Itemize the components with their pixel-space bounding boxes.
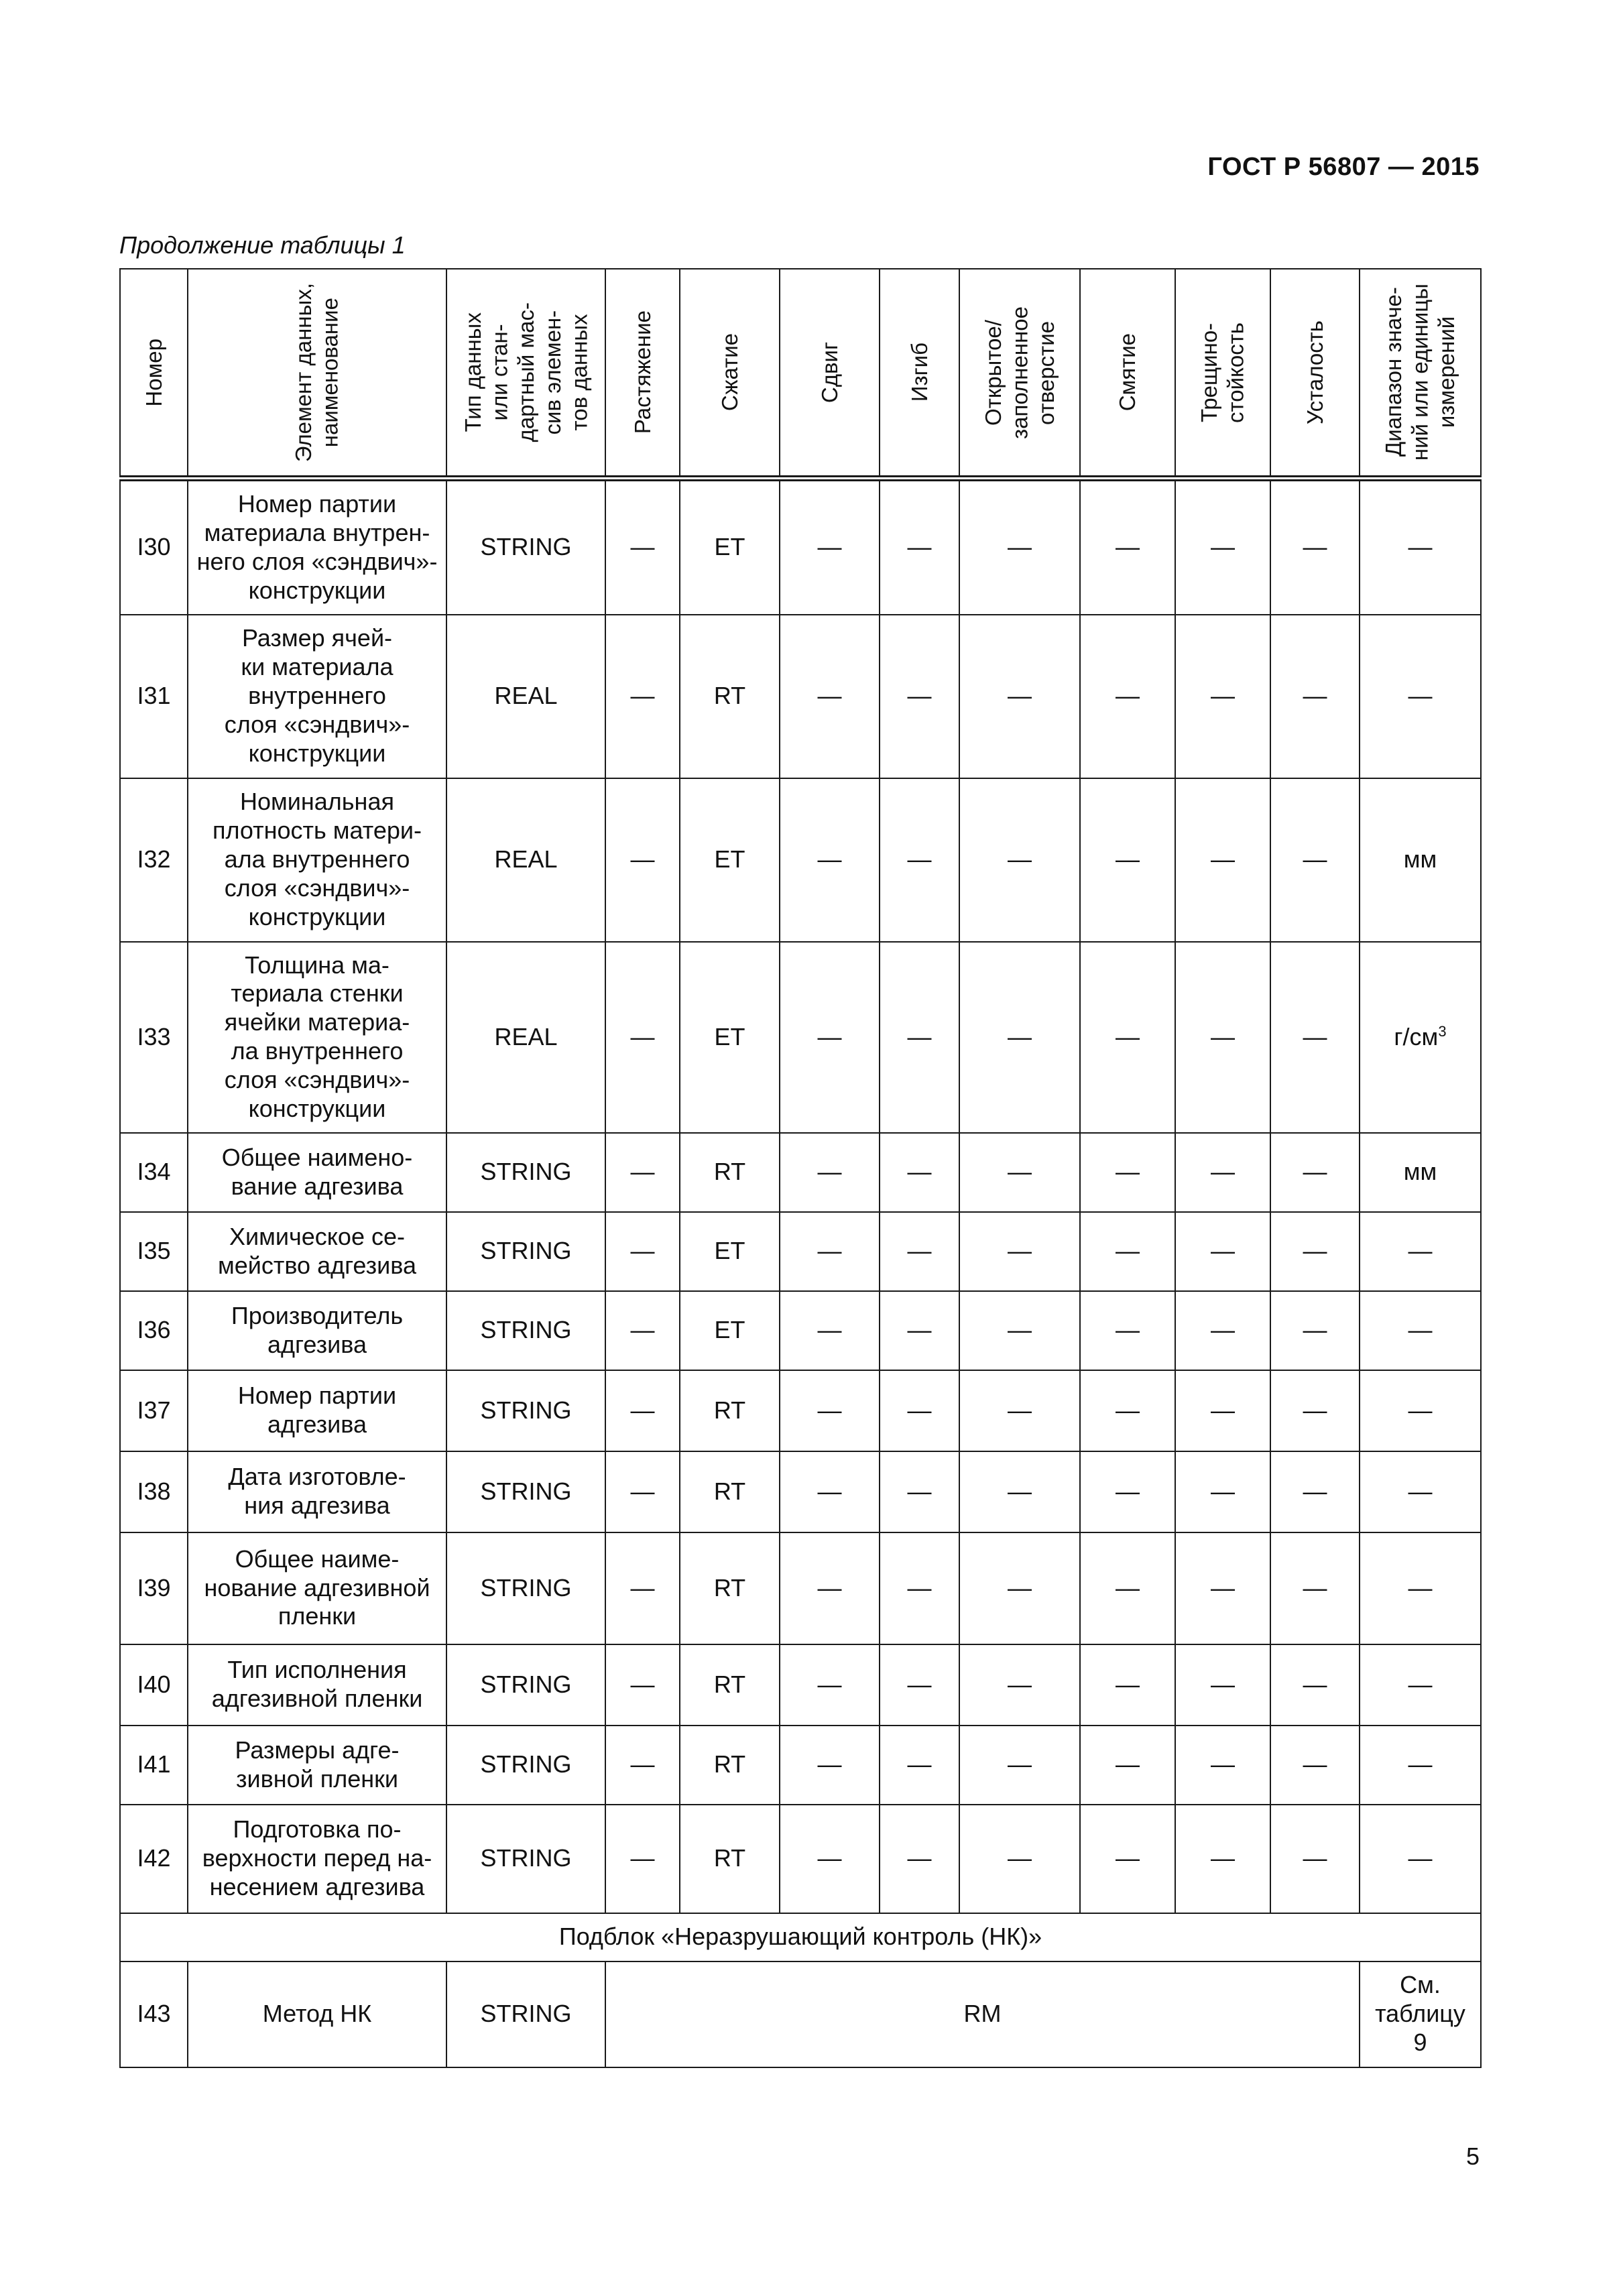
row-hole: —	[959, 1726, 1080, 1805]
row-data-type: REAL	[446, 942, 605, 1133]
row-hole: —	[959, 942, 1080, 1133]
row-bending: —	[880, 1644, 959, 1726]
row-data-type: REAL	[446, 778, 605, 942]
row-shear: —	[780, 1291, 880, 1370]
row-bending: —	[880, 1451, 959, 1532]
table-row	[120, 1370, 1481, 1451]
row-data-type: STRING	[446, 1133, 605, 1212]
row-element-name: Номер партии адгезива	[188, 1370, 446, 1451]
col-header-shear: Сдвиг	[780, 269, 880, 479]
table-row	[120, 1291, 1481, 1370]
row-tension: —	[605, 1291, 680, 1370]
table-row	[120, 1961, 1481, 2067]
row-number: I32	[120, 778, 188, 942]
page-number: 5	[1465, 2142, 1480, 2170]
row-toughness: —	[1175, 778, 1270, 942]
row-shear: —	[780, 615, 880, 778]
row-toughness: —	[1175, 1532, 1270, 1644]
row-number: I30	[120, 479, 188, 615]
row-data-type: STRING	[446, 1726, 605, 1805]
table-row	[120, 1532, 1481, 1644]
row-bending: —	[880, 1726, 959, 1805]
row-fatigue: —	[1270, 1726, 1360, 1805]
row-range: —	[1360, 1370, 1481, 1451]
row-bending: —	[880, 615, 959, 778]
row-bending: —	[880, 1370, 959, 1451]
row-fatigue: —	[1270, 1370, 1360, 1451]
col-header-toughness: Трещино- стойкость	[1175, 269, 1270, 479]
row-fatigue: —	[1270, 1133, 1360, 1212]
row-bearing: —	[1080, 942, 1175, 1133]
row-element-name: Производитель адгезива	[188, 1291, 446, 1370]
subblock-title: Подблок «Неразрушающий контроль (НК)»	[120, 1913, 1481, 1961]
row-bearing: —	[1080, 1726, 1175, 1805]
col-header-range: Диапазон значе- ний или единицы измерений	[1360, 269, 1481, 479]
row-bearing: —	[1080, 1133, 1175, 1212]
row-number: I42	[120, 1805, 188, 1913]
row-tension: —	[605, 1644, 680, 1726]
row-fatigue: —	[1270, 479, 1360, 615]
row-bending: —	[880, 1532, 959, 1644]
row-hole: —	[959, 615, 1080, 778]
row-shear: —	[780, 1644, 880, 1726]
row-shear: —	[780, 1805, 880, 1913]
row-data-type: STRING	[446, 1291, 605, 1370]
row-range: —	[1360, 615, 1481, 778]
row-tension: —	[605, 1451, 680, 1532]
row-toughness: —	[1175, 1644, 1270, 1726]
row-toughness: —	[1175, 1726, 1270, 1805]
row-compression: ET	[680, 942, 780, 1133]
row-hole: —	[959, 1644, 1080, 1726]
row-data-type: STRING	[446, 1532, 605, 1644]
row-bending: —	[880, 1133, 959, 1212]
row-range: —	[1360, 1451, 1481, 1532]
row-shear: —	[780, 1532, 880, 1644]
row-hole: —	[959, 1451, 1080, 1532]
row-hole: —	[959, 1805, 1080, 1913]
row-fatigue: —	[1270, 1291, 1360, 1370]
row-element-name: Метод НК	[188, 1961, 446, 2067]
row-fatigue: —	[1270, 1805, 1360, 1913]
col-header-number: Номер	[120, 269, 188, 479]
row-toughness: —	[1175, 1805, 1270, 1913]
col-header-compression: Сжатие	[680, 269, 780, 479]
table-row	[120, 1451, 1481, 1532]
row-element-name: Общее наиме- нование адгезивной пленки	[188, 1532, 446, 1644]
row-bearing: —	[1080, 615, 1175, 778]
row-bearing: —	[1080, 1532, 1175, 1644]
row-fatigue: —	[1270, 1212, 1360, 1291]
col-header-fatigue: Усталость	[1270, 269, 1360, 479]
row-toughness: —	[1175, 1133, 1270, 1212]
row-toughness: —	[1175, 1370, 1270, 1451]
row-range: мм	[1360, 778, 1481, 942]
row-range: —	[1360, 1805, 1481, 1913]
row-element-name: Общее наимено- вание адгезива	[188, 1133, 446, 1212]
row-toughness: —	[1175, 479, 1270, 615]
row-number: I38	[120, 1451, 188, 1532]
row-shear: —	[780, 1726, 880, 1805]
row-bending: —	[880, 479, 959, 615]
row-fatigue: —	[1270, 778, 1360, 942]
row-number: I33	[120, 942, 188, 1133]
row-fatigue: —	[1270, 942, 1360, 1133]
row-fatigue: —	[1270, 615, 1360, 778]
row-number: I37	[120, 1370, 188, 1451]
row-data-type: REAL	[446, 615, 605, 778]
row-data-type: STRING	[446, 1961, 605, 2067]
subblock-row	[120, 1913, 1481, 1961]
row-compression: ET	[680, 778, 780, 942]
row-hole: —	[959, 479, 1080, 615]
row-bending: —	[880, 1805, 959, 1913]
row-tension: —	[605, 479, 680, 615]
row-fatigue: —	[1270, 1451, 1360, 1532]
row-element-name: Подготовка по- верхности перед на- несением адгезива	[188, 1805, 446, 1913]
row-tension: —	[605, 615, 680, 778]
col-header-bending: Изгиб	[880, 269, 959, 479]
row-hole: —	[959, 778, 1080, 942]
row-shear: —	[780, 479, 880, 615]
row-data-type: STRING	[446, 1451, 605, 1532]
row-compression: RT	[680, 615, 780, 778]
col-header-hole: Открытое/ заполненное отверстие	[959, 269, 1080, 479]
row-number: I31	[120, 615, 188, 778]
row-compression: ET	[680, 1212, 780, 1291]
row-compression: RT	[680, 1805, 780, 1913]
table-row	[120, 1133, 1481, 1212]
row-bending: —	[880, 1212, 959, 1291]
document-code: ГОСТ Р 56807 — 2015	[1207, 153, 1480, 181]
row-fatigue: —	[1270, 1644, 1360, 1726]
row-shear: —	[780, 942, 880, 1133]
row-bearing: —	[1080, 1805, 1175, 1913]
row-number: I43	[120, 1961, 188, 2067]
row-bearing: —	[1080, 479, 1175, 615]
col-header-tension: Растяжение	[605, 269, 680, 479]
row-number: I39	[120, 1532, 188, 1644]
row-compression: ET	[680, 1291, 780, 1370]
row-compression: RT	[680, 1370, 780, 1451]
row-toughness: —	[1175, 942, 1270, 1133]
row-data-type: STRING	[446, 1370, 605, 1451]
row-tension: —	[605, 1212, 680, 1291]
row-hole: —	[959, 1370, 1080, 1451]
col-header-type: Тип данных или стан- дартный мас- сив элемен- тов данных	[446, 269, 605, 479]
row-range: $г/см^3$	[1360, 942, 1481, 1133]
row-bending: —	[880, 1291, 959, 1370]
row-data-type: STRING	[446, 479, 605, 615]
row-range: —	[1360, 1726, 1481, 1805]
row-element-name: Дата изготовле- ния адгезива	[188, 1451, 446, 1532]
row-hole: —	[959, 1291, 1080, 1370]
row-toughness: —	[1175, 615, 1270, 778]
row-bearing: —	[1080, 1291, 1175, 1370]
row-range: —	[1360, 479, 1481, 615]
row-element-name: Номер партии материала внутрен- него слоя «сэндвич»- конструкции	[188, 479, 446, 615]
row-bearing: —	[1080, 778, 1175, 942]
row-element-name: Размер ячей- ки материала внутреннего слоя «сэндвич»- конструкции	[188, 615, 446, 778]
row-hole: —	[959, 1133, 1080, 1212]
row-data-type: STRING	[446, 1805, 605, 1913]
row-compression: RT	[680, 1644, 780, 1726]
range-superscript: 3	[1438, 1022, 1447, 1040]
row-compression: ET	[680, 479, 780, 615]
row-shear: —	[780, 778, 880, 942]
row-range: —	[1360, 1644, 1481, 1726]
row-range: —	[1360, 1291, 1481, 1370]
row-shear: —	[780, 1451, 880, 1532]
row-compression: RT	[680, 1451, 780, 1532]
table-row	[120, 1726, 1481, 1805]
table-header-row	[120, 269, 1481, 479]
row-hole: —	[959, 1212, 1080, 1291]
row-element-name: Тип исполнения адгезивной пленки	[188, 1644, 446, 1726]
row-tension: —	[605, 1805, 680, 1913]
row-compression: RT	[680, 1726, 780, 1805]
row-merged-test-value: RM	[605, 1961, 1360, 2067]
row-number: I41	[120, 1726, 188, 1805]
row-shear: —	[780, 1133, 880, 1212]
row-element-name: Номинальная плотность матери- ала внутреннего слоя «сэндвич»- конструкции	[188, 778, 446, 942]
row-range: —	[1360, 1212, 1481, 1291]
row-bearing: —	[1080, 1212, 1175, 1291]
row-tension: —	[605, 1370, 680, 1451]
row-toughness: —	[1175, 1291, 1270, 1370]
row-element-name: Толщина ма- териала стенки ячейки материа- ла внутреннего слоя «сэндвич»- конструкции	[188, 942, 446, 1133]
table-row	[120, 1644, 1481, 1726]
table-row	[120, 942, 1481, 1133]
row-compression: RT	[680, 1133, 780, 1212]
row-fatigue: —	[1270, 1532, 1360, 1644]
row-bending: —	[880, 942, 959, 1133]
row-bearing: —	[1080, 1451, 1175, 1532]
row-bearing: —	[1080, 1644, 1175, 1726]
row-data-type: STRING	[446, 1212, 605, 1291]
col-header-element: Элемент данных, наименование	[188, 269, 446, 479]
col-header-bearing: Смятие	[1080, 269, 1175, 479]
row-toughness: —	[1175, 1451, 1270, 1532]
row-number: I36	[120, 1291, 188, 1370]
table-row	[120, 778, 1481, 942]
row-shear: —	[780, 1370, 880, 1451]
specification-table	[119, 268, 1482, 2068]
row-range: —	[1360, 1532, 1481, 1644]
row-number: I40	[120, 1644, 188, 1726]
row-tension: —	[605, 1133, 680, 1212]
row-tension: —	[605, 1726, 680, 1805]
row-bearing: —	[1080, 1370, 1175, 1451]
row-hole: —	[959, 1532, 1080, 1644]
row-range: См. таблицу 9	[1360, 1961, 1481, 2067]
row-element-name: Размеры адге- зивной пленки	[188, 1726, 446, 1805]
table-row	[120, 1805, 1481, 1913]
row-compression: RT	[680, 1532, 780, 1644]
row-bending: —	[880, 778, 959, 942]
table-row	[120, 479, 1481, 615]
row-element-name: Химическое се- мейство адгезива	[188, 1212, 446, 1291]
table-continuation-label: Продолжение таблицы 1	[119, 231, 406, 259]
row-tension: —	[605, 942, 680, 1133]
row-number: I34	[120, 1133, 188, 1212]
row-data-type: STRING	[446, 1644, 605, 1726]
row-shear: —	[780, 1212, 880, 1291]
row-tension: —	[605, 778, 680, 942]
table-row	[120, 1212, 1481, 1291]
row-range: мм	[1360, 1133, 1481, 1212]
row-tension: —	[605, 1532, 680, 1644]
row-toughness: —	[1175, 1212, 1270, 1291]
row-number: I35	[120, 1212, 188, 1291]
table-row	[120, 615, 1481, 778]
